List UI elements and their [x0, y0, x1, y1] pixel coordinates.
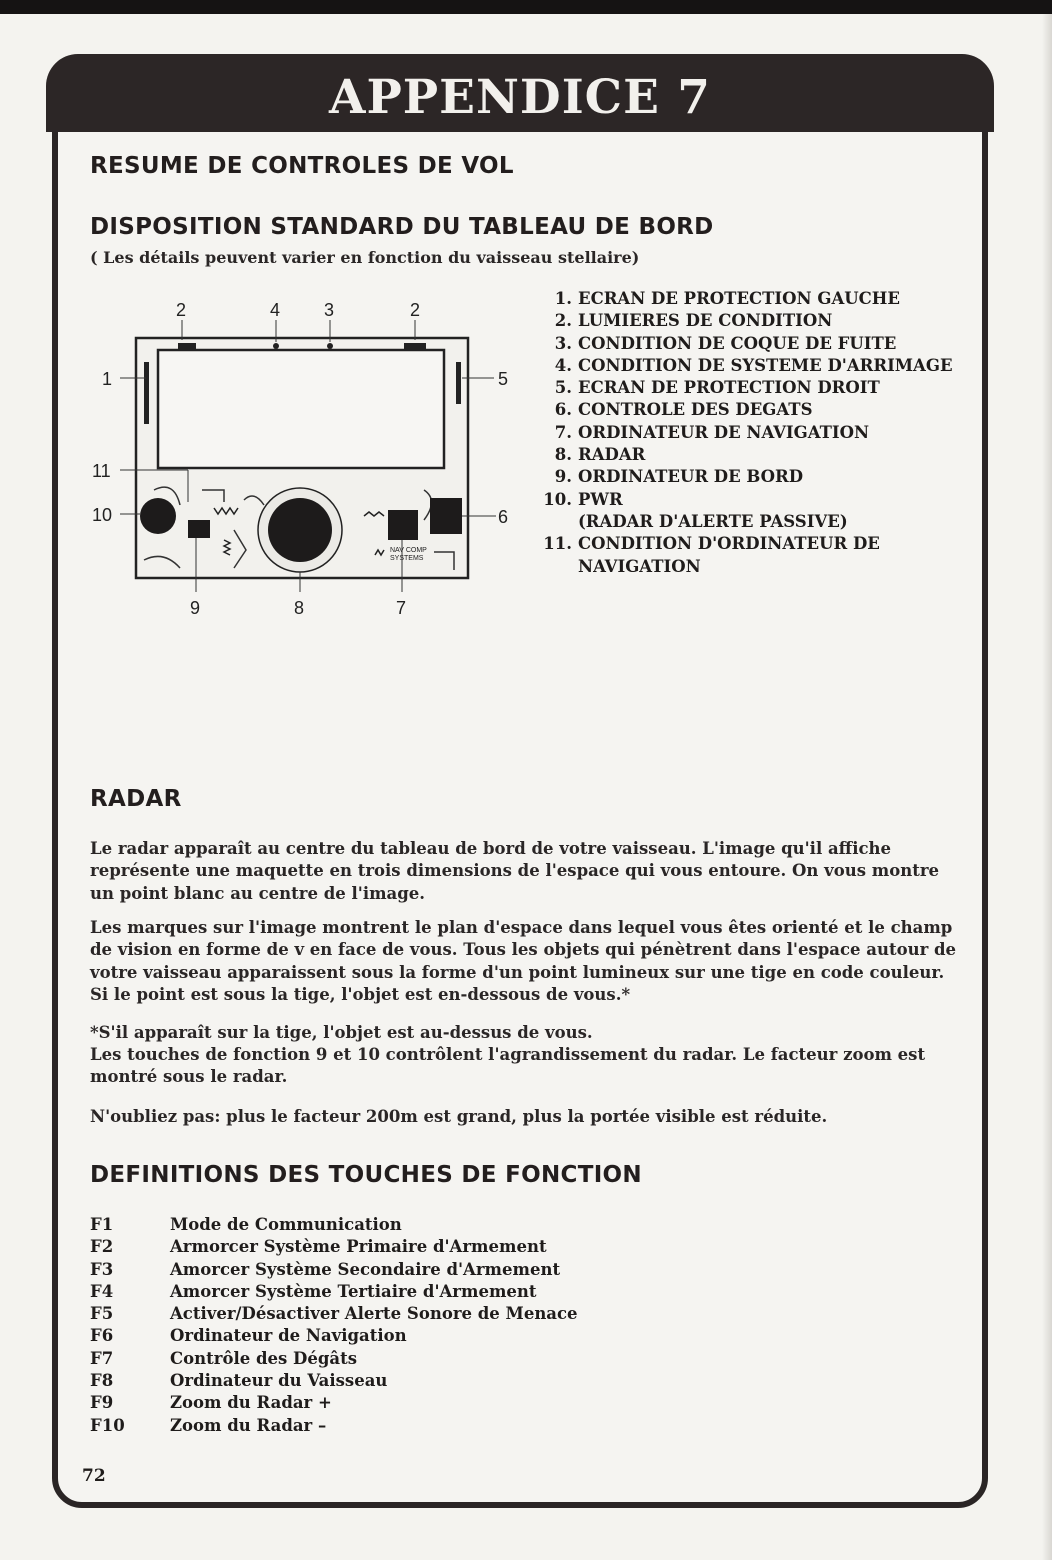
page-number: 72 — [82, 1466, 106, 1486]
function-key-row: F1 Mode de Communication — [90, 1215, 402, 1234]
callout-4: 4 — [270, 300, 281, 320]
radar-paragraph-1: Le radar apparaît au centre du tableau de bord de votre vaisseau. L'image qu'il affiche représente une maquette en trois dimensions de l'espace qui vous entoure. On vous montre un point blanc au centre de l'image. — [90, 839, 940, 903]
nav-computer-screen — [388, 510, 418, 540]
radar-paragraph-3a: *S'il apparaît sur la tige, l'objet est au-dessus de vous. — [90, 1023, 593, 1042]
section-subtitle-note: ( Les détails peuvent varier en fonction du vaisseau stellaire) — [90, 248, 640, 267]
callout-5: 5 — [498, 369, 509, 389]
legend-item: 6. CONTROLE DES DEGATS — [554, 400, 813, 420]
callout-2-right: 2 — [410, 300, 421, 320]
legend-item: 11. CONDITION D'ORDINATEUR DE NAVIGATION — [543, 534, 880, 576]
legend-item: 8. RADAR — [554, 445, 646, 465]
callout-6: 6 — [498, 507, 509, 527]
top-edge-bar — [0, 0, 1052, 14]
docking-indicator — [273, 343, 279, 349]
page-title: APPENDICE 7 — [329, 69, 711, 125]
legend-item: 9. ORDINATEUR DE BORD — [554, 467, 804, 487]
section-title-dashboard-layout: DISPOSITION STANDARD DU TABLEAU DE BORD — [90, 214, 714, 240]
panel-text-systems: SYSTEMS — [390, 555, 424, 562]
dashboard-diagram — [84, 290, 534, 630]
viewscreen — [158, 350, 444, 468]
title-banner — [46, 54, 994, 132]
radar-scope — [268, 498, 332, 562]
legend-item: 2. LUMIERES DE CONDITION — [554, 311, 833, 331]
pwr-button — [140, 498, 176, 534]
radar-paragraph-4: N'oubliez pas: plus le facteur 200m est grand, plus la portée visible est réduite. — [90, 1107, 828, 1126]
callout-10: 10 — [92, 505, 113, 525]
function-key-row: F3 Amorcer Système Secondaire d'Armement — [90, 1259, 561, 1279]
legend-item: 7. ORDINATEUR DE NAVIGATION — [554, 422, 870, 442]
function-key-row: F2 Armorcer Système Primaire d'Armement — [90, 1237, 547, 1257]
condition-light-right — [404, 343, 426, 349]
callout-3: 3 — [324, 300, 335, 320]
legend-item: 1. ECRAN DE PROTECTION GAUCHE — [554, 289, 900, 308]
function-key-row: F4 Amorcer Système Tertiaire d'Armement — [90, 1281, 537, 1301]
function-key-row: F7 Contrôle des Dégâts — [90, 1348, 357, 1368]
legend-item: 4. CONDITION DE SYSTEME D'ARRIMAGE — [554, 355, 953, 375]
function-key-row: F6 Ordinateur de Navigation — [90, 1326, 407, 1346]
legend-item: 5. ECRAN DE PROTECTION DROIT — [554, 378, 880, 398]
callout-8: 8 — [294, 598, 305, 618]
condition-light-left — [178, 343, 196, 349]
legend-item: 3. CONDITION DE COQUE DE FUITE — [554, 333, 897, 353]
hull-breach-indicator — [327, 343, 333, 349]
left-shield-bar — [144, 362, 149, 424]
diagram-legend — [540, 288, 953, 578]
function-key-row: F8 Ordinateur du Vaisseau — [90, 1371, 388, 1391]
callout-2-left: 2 — [176, 300, 187, 320]
callout-11: 11 — [92, 461, 111, 481]
section-title-flight-controls: RESUME DE CONTROLES DE VOL — [90, 153, 514, 179]
callout-9: 9 — [190, 598, 201, 618]
ship-computer-screen — [188, 520, 210, 538]
right-shield-bar — [456, 362, 461, 404]
radar-paragraph-3b: Les touches de fonction 9 et 10 contrôlent l'agrandissement du radar. Le facteur zoom est montré sous le radar. — [90, 1045, 926, 1087]
function-key-row: F10 Zoom du Radar – — [90, 1415, 327, 1435]
panel-text-nav: NAV COMP — [390, 547, 427, 554]
section-title-function-keys: DEFINITIONS DES TOUCHES DE FONCTION — [90, 1162, 642, 1188]
radar-paragraph-2: Les marques sur l'image montrent le plan d'espace dans lequel vous êtes orienté et le champ de vision en forme de v en face de vous. Tous les objets qui pénètrent dans l'espace autour de votre vaisseau apparaissent sous la forme d'un point lumineux sur une tige en code couleur. Si le point est sous la tige, l'objet est en-dessous de vous.* — [90, 918, 957, 1004]
damage-control-screen — [430, 498, 462, 534]
callout-7: 7 — [396, 598, 407, 618]
function-key-row: F9 Zoom du Radar + — [90, 1393, 332, 1413]
function-key-list — [90, 1214, 578, 1437]
callout-1: 1 — [102, 369, 113, 389]
legend-item: 10. PWR (RADAR D'ALERTE PASSIVE) — [543, 489, 848, 531]
function-key-row: F5 Activer/Désactiver Alerte Sonore de Menace — [90, 1304, 578, 1324]
page-edge-shadow — [1042, 14, 1052, 1560]
section-title-radar: RADAR — [90, 786, 182, 812]
